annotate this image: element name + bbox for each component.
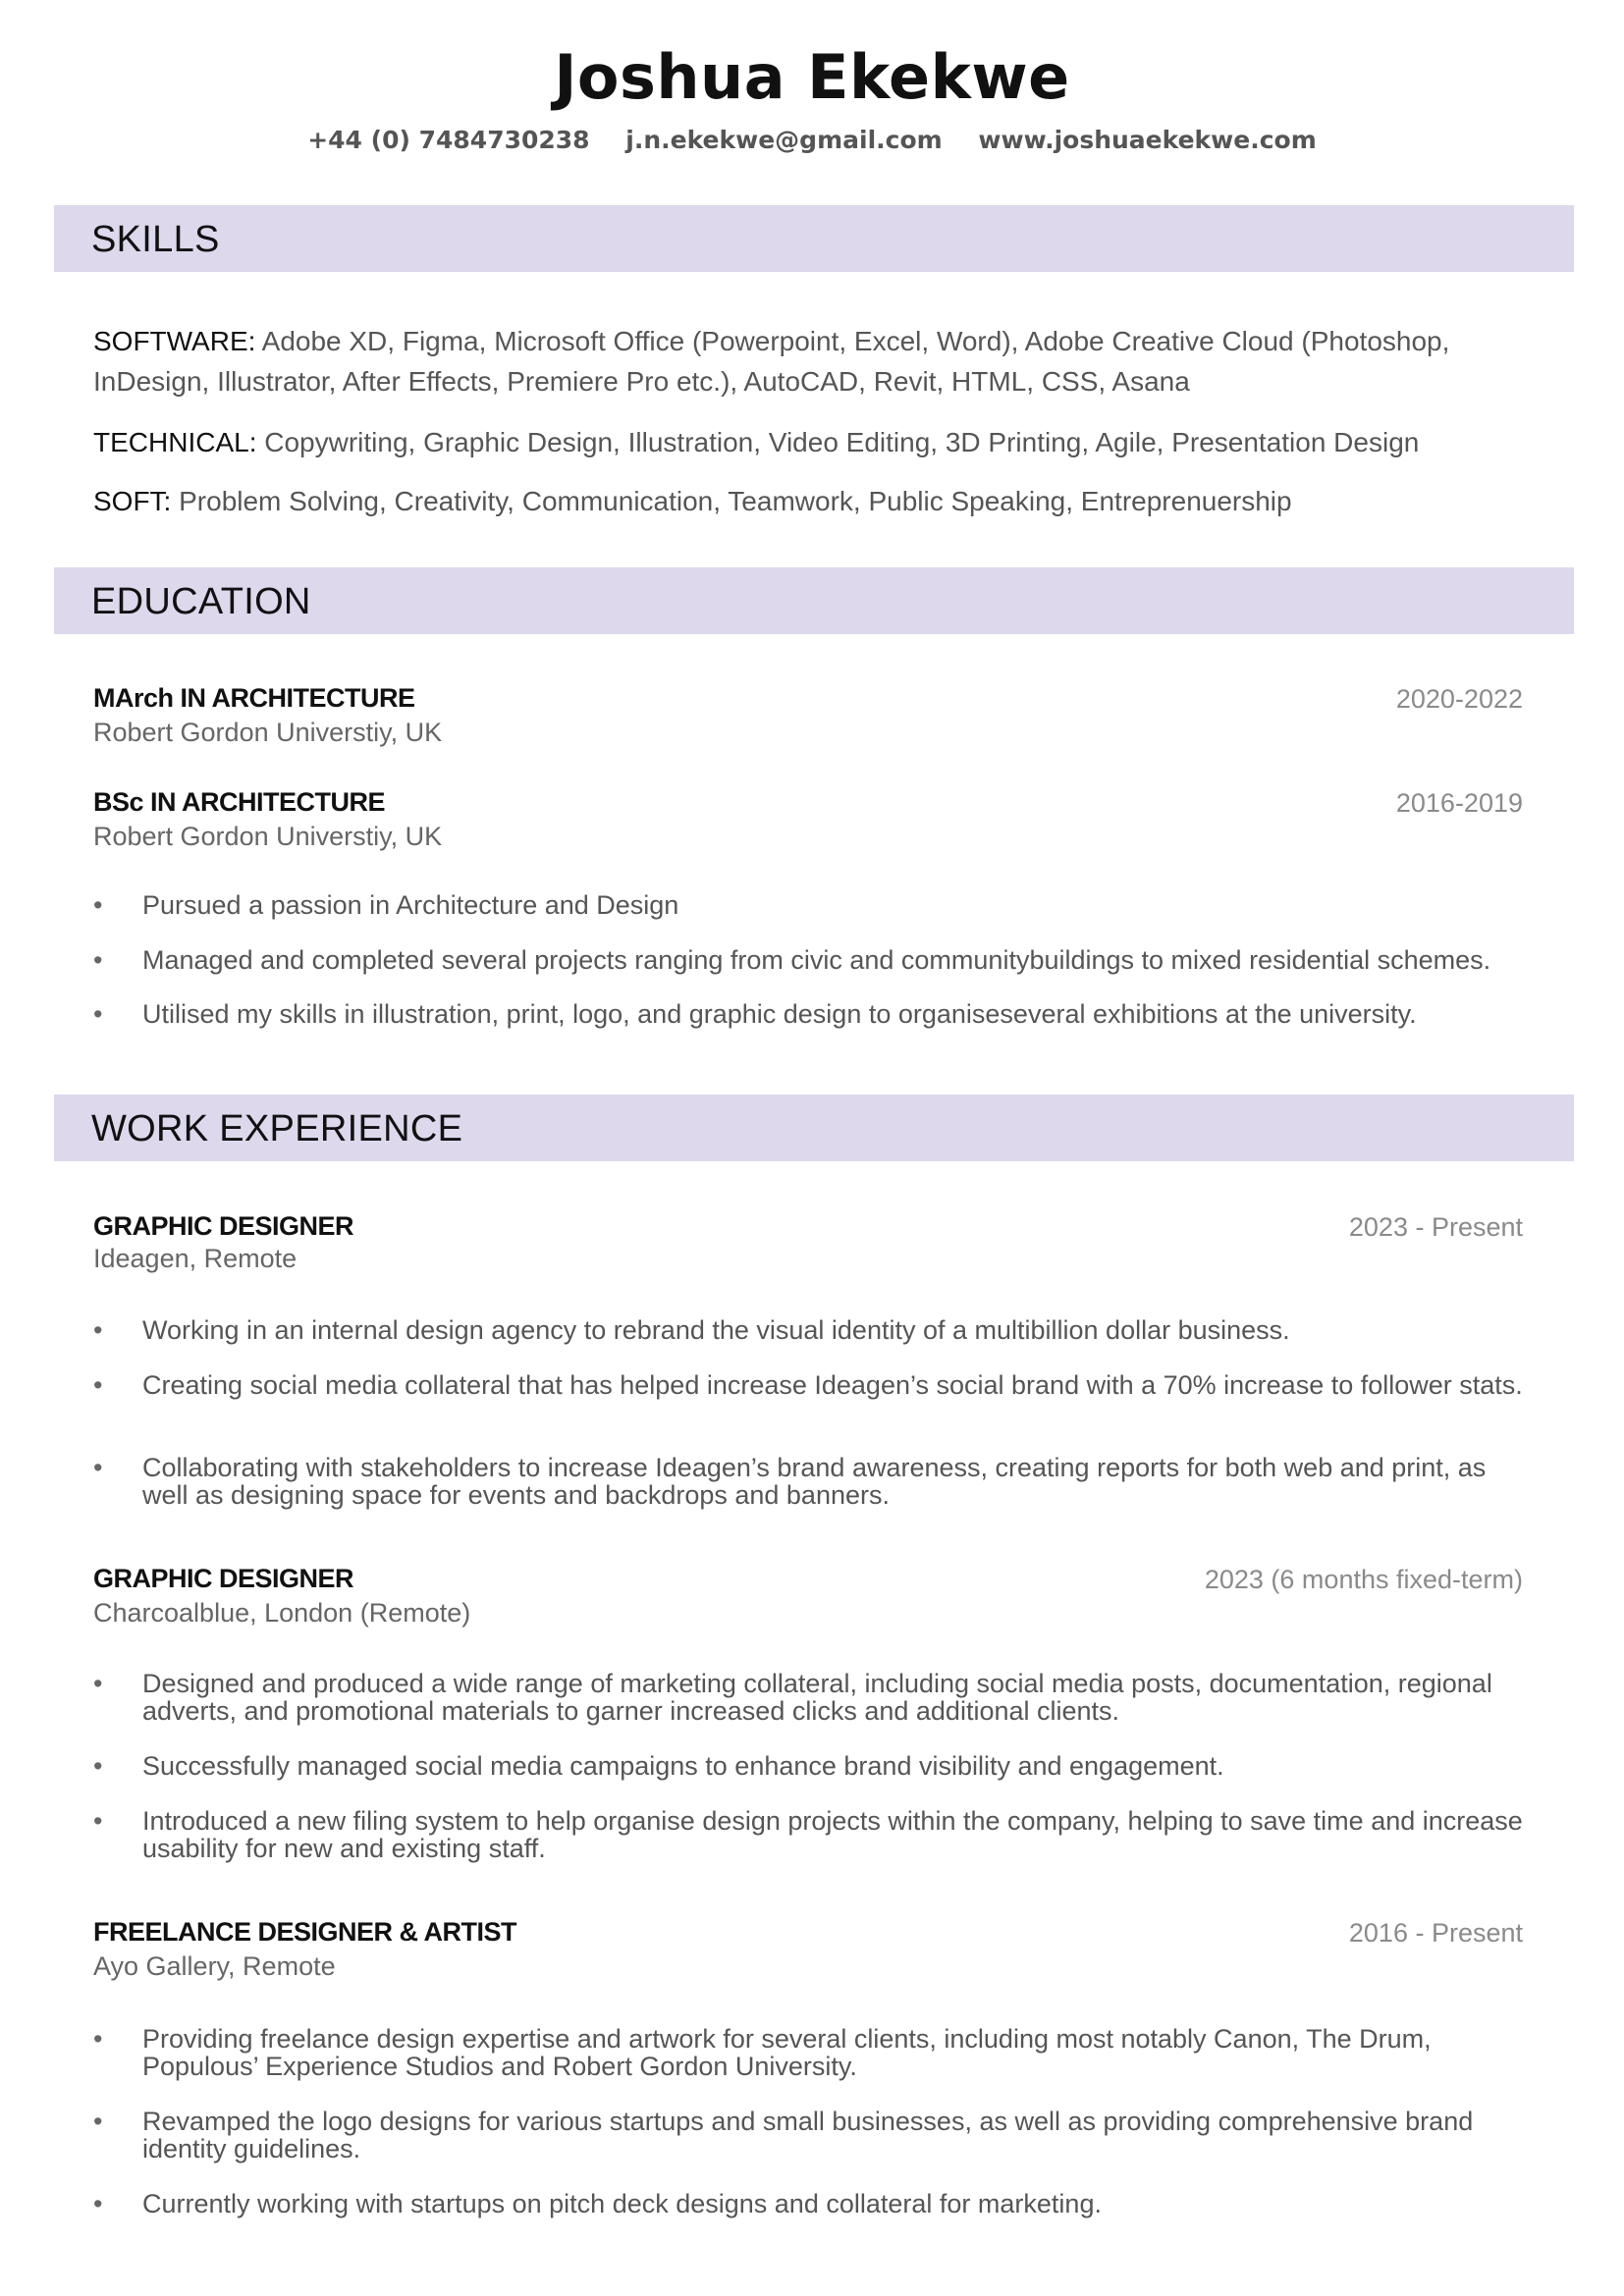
bullet-icon: • [93,2024,103,2054]
job-company: Charcoalblue, London (Remote) [93,1598,471,1628]
education-degree: MArch IN ARCHITECTURE [93,683,415,713]
job-dates: 2016 - Present [1348,1918,1523,1948]
list-item: • Introduced a new filing system to help organise design projects within the company, helping to save time and increase usability for new and existing staff. [93,1806,1523,1863]
education-section-header [54,567,1574,634]
bullet-icon: • [93,1453,103,1482]
job-dates: 2023 - Present [1348,1212,1523,1242]
soft-label: SOFT: [93,486,172,516]
list-item: • Pursued a passion in Architecture and Design [93,890,679,920]
list-item: • Revamped the logo designs for various startups and small businesses, as well as providing comprehensive brand identity guidelines. [93,2107,1474,2163]
education-dates: 2020-2022 [1395,684,1523,714]
soft-skills [93,481,1546,521]
list-item: • Creating social media collateral that has helped increase Ideagen’s social brand with a 70% increase to follower stats. [93,1370,1523,1400]
education-degree: BSc IN ARCHITECTURE [93,787,386,817]
education-school: Robert Gordon Universtiy, UK [93,822,443,851]
job-dates: 2023 (6 months fixed-term) [1204,1565,1523,1594]
skills-section-header [54,205,1574,272]
job-company: Ideagen, Remote [93,1244,298,1273]
list-item: • Providing freelance design expertise and artwork for several clients, including most notably Canon, The Drum, Populous’ Experience Studios and Robert Gordon University. [93,2024,1432,2081]
bullet-icon: • [93,1751,103,1781]
bullet-icon: • [93,945,103,975]
bullet-icon: • [93,1315,103,1345]
list-item: • Currently working with startups on pitch deck designs and collateral for marketing. [93,2189,1102,2218]
job-role: GRAPHIC DESIGNER [93,1564,354,1593]
software-label: SOFTWARE: [93,326,256,356]
bullet-icon: • [93,999,103,1029]
job-role: GRAPHIC DESIGNER [93,1211,354,1241]
bullet-icon: • [93,1806,103,1836]
list-item: • Utilised my skills in illustration, print, logo, and graphic design to organiseseveral exhibitions at the university. [93,999,1417,1029]
bullet-icon: • [93,1669,103,1698]
work-title: WORK EXPERIENCE [91,1108,463,1149]
software-skills [93,321,1546,401]
education-dates: 2016-2019 [1395,788,1523,818]
email-address: j.n.ekekwe@gmail.com [625,126,943,154]
skills-title: SKILLS [91,219,220,260]
education-school: Robert Gordon Universtiy, UK [93,718,443,747]
list-item: • Successfully managed social media campaigns to enhance brand visibility and engagement. [93,1751,1224,1781]
list-item: • Working in an internal design agency to rebrand the visual identity of a multibillion dollar business. [93,1315,1290,1345]
technical-text: Copywriting, Graphic Design, Illustration, Video Editing, 3D Printing, Agile, Presentation Design [256,427,1420,457]
technical-label: TECHNICAL: [93,427,257,457]
contact-line [0,126,1624,154]
candidate-name: Joshua Ekekwe [554,41,1070,113]
software-text: Adobe XD, Figma, Microsoft Office (Powerpoint, Excel, Word), Adobe Creative Cloud (Photoshop, InDesign, Illustrator, After Effects, Premiere Pro etc.), AutoCAD, Revit, HTML, CSS, Asana [93,326,1450,397]
list-item: • Managed and completed several projects ranging from civic and communitybuildings to mixed residential schemes. [93,945,1491,975]
phone-number: +44 (0) 7484730238 [307,126,590,154]
bullet-icon: • [93,2189,103,2218]
bullet-icon: • [93,890,103,920]
technical-skills [93,422,1546,462]
work-section-header [54,1095,1574,1161]
bullet-icon: • [93,2107,103,2136]
bullet-icon: • [93,1370,103,1400]
list-item: • Designed and produced a wide range of marketing collateral, including social media posts, documentation, regional adverts, and promotional materials to garner increased clicks and additional clients. [93,1669,1492,1726]
list-item: • Collaborating with stakeholders to increase Ideagen’s brand awareness, creating reports for both web and print, as well as designing space for events and backdrops and banners. [93,1453,1487,1510]
education-title: EDUCATION [91,581,311,622]
job-company: Ayo Gallery, Remote [93,1951,336,1981]
website-link[interactable]: www.joshuaekekwe.com [978,126,1317,154]
job-role: FREELANCE DESIGNER & ARTIST [93,1917,517,1947]
soft-text: Problem Solving, Creativity, Communication, Teamwork, Public Speaking, Entreprenuership [171,486,1292,516]
